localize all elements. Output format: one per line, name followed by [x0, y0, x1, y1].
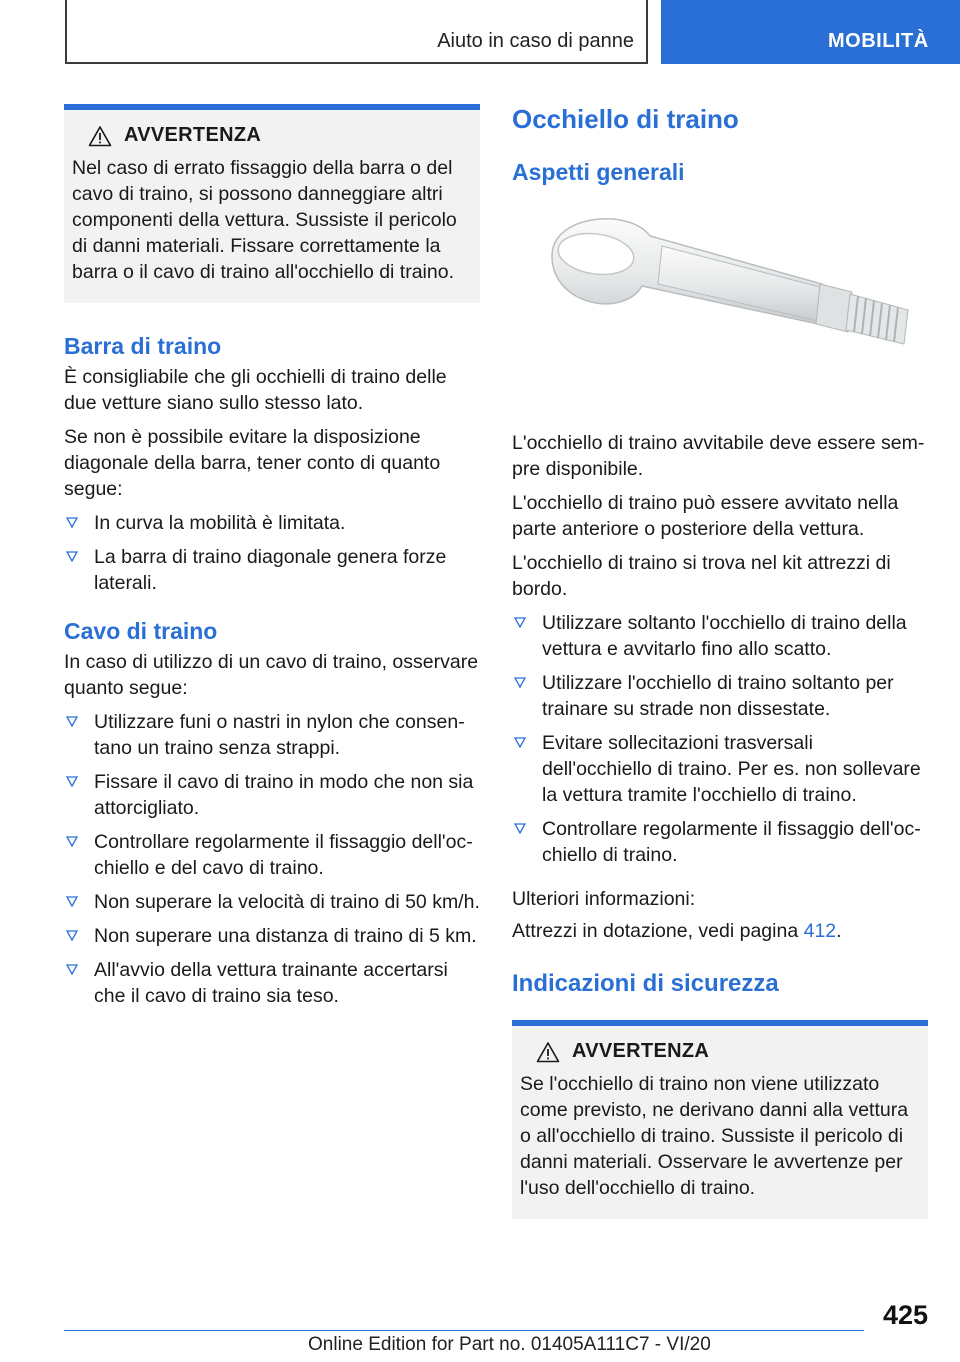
list-item: All'avvio della vettura trainante accertarsi che il cavo di traino sia teso. — [64, 957, 480, 1009]
triangle-bullet-icon — [66, 776, 78, 788]
list-item: Non superare una distanza di traino di 5 km. — [64, 923, 480, 949]
chapter-title: MOBILITÀ — [828, 30, 929, 52]
page-link-412[interactable]: 412 — [803, 920, 837, 942]
triangle-bullet-icon — [514, 737, 526, 749]
warning-text: Nel caso di errato fissaggio della barra o del cavo di traino, si possono danneggiare altri componenti della vettura. Sussiste il pericolo di danni materiali. Fissare correttamente la barra o il cavo di traino all'occhiello di traino. — [72, 157, 457, 283]
tow-rope-heading: Cavo di traino — [64, 618, 218, 644]
tow-bar-heading: Barra di traino — [64, 333, 222, 359]
more-info-label: Ulteriori informazioni: — [512, 888, 696, 910]
list-item: Utilizzare soltanto l'occhiello di traino della vettura e avvitarlo fino allo scatto. — [512, 610, 928, 662]
header-chapter-tab — [661, 0, 960, 64]
left-column — [64, 104, 480, 1009]
triangle-bullet-icon — [66, 836, 78, 848]
triangle-bullet-icon — [66, 716, 78, 728]
tow-bar-para-1: È consigliabile che gli occhielli di traino delle due vetture siano sullo stesso lato. — [64, 366, 447, 414]
list-item: La barra di traino diagonale genera forze laterali. — [64, 544, 480, 596]
tow-eye-illustration — [512, 206, 928, 426]
list-item: Fissare il cavo di traino in modo che non sia attorcigliato. — [64, 769, 480, 821]
right-column — [512, 104, 928, 1219]
list-item: Utilizzare l'occhiello di traino soltanto per trainare su strade non dissestate. — [512, 670, 928, 722]
list-item: Evitare sollecitazioni trasversali dell'occhiello di traino. Per es. non sollevare la vettura tramite l'occhiello di traino. — [512, 730, 928, 808]
triangle-bullet-icon — [66, 551, 78, 563]
safety-warning-text: Se l'occhiello di traino non viene utilizzato come previsto, ne derivano danni alla vettura o all'occhiello di traino. Sussiste il pericolo di danni materiali. Osservare le avvertenze per l'uso dell'occhiello di traino. — [520, 1073, 909, 1199]
triangle-bullet-icon — [66, 896, 78, 908]
warning-triangle-icon — [536, 1041, 560, 1063]
tow-eye-image — [512, 206, 928, 426]
tow-rope-list — [64, 709, 480, 1009]
footer-divider — [64, 1330, 864, 1331]
page-number: 425 — [882, 1300, 928, 1330]
list-item: Controllare regolarmente il fissaggio dell'occhiello e del cavo di traino. — [64, 829, 480, 881]
triangle-bullet-icon — [66, 517, 78, 529]
edition-text: Online Edition for Part no. 01405A111C7 - VI/20 — [308, 1334, 711, 1355]
warning-title: AVVERTENZA — [572, 1040, 710, 1062]
list-item: In curva la mobilità è limitata. — [64, 510, 480, 536]
more-info-line: Attrezzi in dotazione, vedi pagina 412. — [512, 920, 842, 942]
general-para-1: L'occhiello di traino avvitabile deve essere sempre disponibile. — [512, 432, 925, 480]
warning-title: AVVERTENZA — [124, 124, 262, 146]
tow-bar-para-2: Se non è possibile evitare la disposizione diagonale della barra, tener conto di quanto segue: — [64, 426, 441, 500]
warning-box — [64, 104, 480, 303]
section-title: Aiuto in caso di panne — [437, 30, 634, 52]
triangle-bullet-icon — [66, 964, 78, 976]
triangle-bullet-icon — [66, 930, 78, 942]
triangle-bullet-icon — [514, 677, 526, 689]
general-list — [512, 610, 928, 868]
safety-warning-box — [512, 1020, 928, 1219]
tow-rope-para-1: In caso di utilizzo di un cavo di traino, osservare quanto segue: — [64, 651, 479, 699]
tow-bar-list — [64, 510, 480, 596]
general-para-3: L'occhiello di traino si trova nel kit attrezzi di bordo. — [512, 552, 891, 600]
triangle-bullet-icon — [514, 823, 526, 835]
triangle-bullet-icon — [514, 617, 526, 629]
general-para-2: L'occhiello di traino può essere avvitato nella parte anteriore o posteriore della vettura. — [512, 492, 899, 540]
list-item: Utilizzare funi o nastri in nylon che consentano un traino senza strappi. — [64, 709, 480, 761]
header-section-box — [65, 0, 648, 64]
tow-eye-title: Occhiello di traino — [512, 104, 739, 134]
warning-triangle-icon — [88, 125, 112, 147]
list-item: Non superare la velocità di traino di 50 km/h. — [64, 889, 480, 915]
safety-heading: Indicazioni di sicurezza — [512, 970, 779, 997]
list-item: Controllare regolarmente il fissaggio dell'occhiello di traino. — [512, 816, 928, 868]
general-heading: Aspetti generali — [512, 159, 685, 185]
